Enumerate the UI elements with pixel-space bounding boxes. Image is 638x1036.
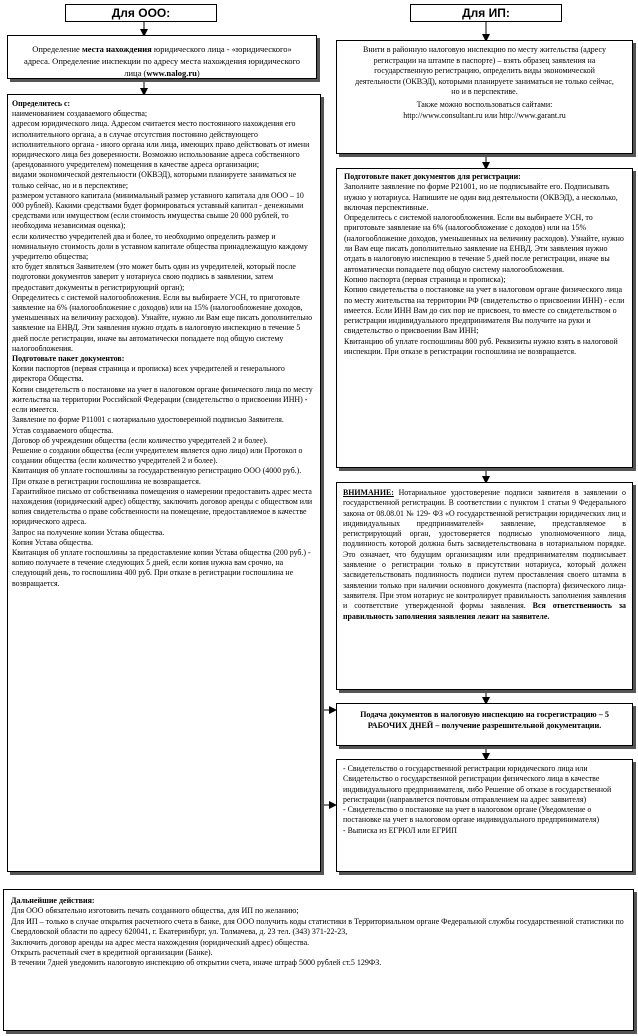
ooo-define-box — [7, 94, 321, 872]
ooo-define-item: кто будет являться Заявителем (это может быть один из учредителей, который после подготовки документов заверит у нотариуса свою подпись в заявлении, затем предоставит документы в регистрирующий орган); — [12, 262, 296, 292]
ooo-define-list — [12, 109, 316, 354]
ip-docs-item: Копию свидетельства о постановке на учет в налоговом органе физического лица по месту жительства на территории РФ (свидетельство о присвоении ИНН) - если имеется. Если ИНН Вам до сих пор не присвоен, то вместе со свидетельством о регистрации индивидуального предпринимателя Вы получите на руки и свидетельство о присвоении Вам ИНН; — [344, 285, 625, 336]
ip-docs-list — [344, 182, 625, 357]
ooo-docs-item: Гарантийное письмо от собственника помещения о намерении предоставить адрес места нахождения (юридический адрес) обществу, заключить договор аренды с обществом или копия свидетельства о праве собственности на помещение, предоставляемое в качестве юридического адреса. — [12, 486, 313, 527]
result-list — [343, 764, 626, 836]
ip-docs-item: Заполните заявление по форме Р21001, но не подписывайте его. Подписывать нужно у нотариуса. Напишите не один вид деятельности (ОКВЭД), а несколько, включая перспективные. — [344, 182, 618, 212]
attention-label: ВНИМАНИЕ: — [343, 488, 394, 497]
ooo-docs-list — [12, 364, 316, 588]
ooo-define-item: Определитесь с системой налогообложения. Если вы выбираете УСН, то приготовьте заявление на 6% (налогообложение с доходов) или на 15% (налогообложение доходов, уменьшенных на величину расходов). Узнайте, нужно ли Вам еще писать дополнительно заявление на ЕНВД. Эти заявления нужно отдать в налоговую инспекцию в течение 5 дней после регистрации, иначе вы автоматически попадаете под общую систему налогообложения. — [12, 292, 313, 353]
result-item: - Свидетельство о постановке на учет в налоговом органе (Уведомление о постановке на учет в налоговом органе индивидуального предпринимателя) — [343, 805, 600, 825]
ooo-docs-item: Квитанция об уплате госпошлины за государственную регистрацию ООО (4000 руб.). При отказе в регистрации госпошлина не возвращается. — [12, 466, 302, 486]
ooo-define-item: наименованием создаваемого общества; — [12, 109, 148, 119]
ooo-docs-item: Запрос на получение копии Устава общества. — [12, 527, 165, 537]
result-item: - Свидетельство о государственной регистрации юридического лица или Свидетельство о государственной регистрации физического лица в качестве индивидуального предпринимателя, либо Решение об отказе в государственной регистрации (направляется почтовым отправлением на адрес заявителя) — [343, 764, 612, 804]
attention-bold: Вся ответственность за правильность заполнения заявления лежит на заявителе. — [343, 601, 626, 621]
ooo-define-title: Определитесь с: — [12, 99, 71, 108]
ooo-docs-item: Копии свидетельств о постановке на учет в налоговом органе физического лица по месту жительства на территории Российской Федерации (свидетельство о присвоении ИНН) - если имеется. — [12, 384, 313, 415]
ip-inspection-text: Внити в районную налоговую инспекцию по месту жительства (адресу регистрации на штампе в паспорте) – взять образец заявления на государственную регистрацию, определить виды экономической деятельности (ОКВЭД), которыми планируете заниматься не только сейчас, но и в перспективе. — [355, 45, 614, 97]
further-item: Открыть расчетный счет в кредитной организации (Банке). — [11, 948, 213, 958]
ooo-define-item: видами экономической деятельности (ОКВЭД), которыми планируете заниматься не только сейчас, но и в перспективе; — [12, 170, 297, 190]
further-title: Дальнейшие действия: — [11, 896, 95, 905]
ooo-docs-item: Устав создаваемого общества. — [12, 425, 114, 435]
ooo-location-text-3: ) — [196, 68, 200, 78]
ooo-location-box — [7, 35, 317, 79]
header-ip-label: Для ИП: — [462, 6, 510, 20]
ooo-location-text-2: юридического лица - «юридического» адреса. Определение инспекции по адресу места нахождения юридического лица ( — [23, 44, 301, 78]
ooo-docs-item: Заявление по форме Р11001 с нотариально удостоверенной подписью Заявителя. — [12, 415, 284, 425]
ip-inspection-links: http://www.consultant.ru или http://www.garant.ru — [403, 110, 566, 120]
ooo-docs-item: Копии паспортов (первая страница и прописка) всех учредителей и генерального директора Общества. — [12, 364, 285, 384]
ooo-docs-title: Подготовьте пакет документов: — [12, 354, 125, 364]
attention-box — [336, 482, 633, 690]
ip-docs-title: Подготовьте пакет документов для регистрации: — [344, 172, 521, 181]
header-ip — [410, 4, 562, 22]
result-item: - Выписка из ЕГРЮЛ или ЕГРИП — [343, 825, 457, 835]
header-ooo — [65, 4, 217, 22]
ooo-location-text-1: Определение — [32, 44, 82, 54]
further-actions-box — [3, 889, 634, 1031]
ooo-docs-item: Квитанция об уплате госпошлины за предоставление копии Устава общества (200 руб.) - копию получаете в течение следующих 5 дней, если копия нужна вам срочно, на следующий день, то госпошлина 400 руб. При отказе в регистрации госпошлина не возвращается. — [12, 547, 311, 588]
header-ooo-label: Для ООО: — [111, 6, 171, 20]
ooo-define-item: размером уставного капитала (минимальный размер уставного капитала для ООО – 10 000 рублей). Какими средствами будет формироваться уставный капитал - денежными средствами или имуществом (если стоимость имущества свыше 20 000 рублей, то необходима независимая оценка); — [12, 190, 304, 231]
ip-inspection-box — [336, 40, 633, 154]
ooo-define-item: адресом юридического лица. Адресом считается место постоянного нахождения его исполнительного органа, а в случае отсутствия постоянно действующего исполнительного органа - иного органа или лица, имеющих право действовать от имени юридического лица без доверенности. Возможно использование адреса собственного (арендованного учредителем) помещения в качестве адреса организации; — [12, 119, 310, 170]
further-item: Для ООО обязательно изготовить печать созданного общества, для ИП по желанию; — [11, 906, 299, 916]
ooo-docs-item: Договор об учреждении общества (если количество учредителей 2 и более). — [12, 435, 268, 445]
submit-text: Подача документов в налоговую инспекцию на госрегистрацию – 5 РАБОЧИХ ДНЕЙ – получение разрешительной документации. — [360, 710, 609, 730]
ip-inspection-sites: Также можно воспользоваться сайтами: — [416, 99, 553, 109]
result-box — [336, 759, 633, 872]
further-item: Заключить договор аренды на адрес места нахождения (юридический адрес) общества. — [11, 937, 310, 947]
attention-text: Нотариальное удостоверение подписи заявителя в заявлении о государственной регистрации. В соответствии с пунктом 1 статьи 9 Федерального закона от 08.08.01 № 129- ФЗ «О государственной регистрации юридических лиц и индивидуальных предпринимателей» заявление, представляемое в регистрирующий орган, удостоверяется подписью уполномоченного лица, подлинность которой должна быть засвидетельствована в нотариальном порядке. Это означает, что будущим организациям или предпринимателям подписывает заявление о регистрации только в присутствии нотариуса, который должен засвидетельствовать подлинность подписи путем проставления своего штампа в заявлении только при наличии основного документа (паспорта) физического лица-заявителя. При этом нотариус не контролирует правильность заполнения заявления и соответствие утвержденной формы заявления. — [343, 488, 626, 611]
ooo-location-bold-1: места нахождения — [81, 44, 152, 54]
ooo-define-item: если количество учредителей два и более, то необходимо определить размер и номинальную стоимость доли в уставном капитале общества принадлежащую каждому учредителю общества; — [12, 231, 308, 262]
ip-docs-box — [336, 168, 633, 468]
ooo-docs-item: Решение о создании общества (если учредителем является одно лицо) или Протокол о создании общества (если количество учредителей 2 и более). — [12, 445, 303, 466]
ip-docs-item: Копию паспорта (первая страница и прописка); — [344, 274, 506, 284]
further-list — [11, 906, 626, 968]
further-item: В течении 7дней уведомить налоговую инспекцию об открытии счета, иначе штраф 5000 рублей ст.5 129ФЗ. — [11, 958, 382, 968]
ip-docs-item: Квитанцию об уплате госпошлины 800 руб. Реквизиты нужно взять в налоговой инспекции. При отказе в регистрации госпошлина не возвращается. — [344, 336, 618, 357]
further-item: Для ИП – только в случае открытия расчетного счета в банке, для ООО получить коды статистики в Территориальном органе Федеральной службы государственной статистики по Свердловской области по адресу 620041, г. Екатеринбург, ул. Толмачева, д. 23 тел. (343) 371-22-23, — [11, 916, 624, 937]
ip-docs-item: Определитесь с системой налогообложения. Если вы выбираете УСН, то приготовьте заявление на 6% (налогообложение с доходов) или на 15% (налогообложение доходов, уменьшенных на величину расходов). Узнайте, нужно ли Вам еще писать дополнительно заявление на ЕНВД. Эти заявления нужно отдать в налоговую инспекцию в течение 5 дней после регистрации, иначе вы автоматически попадаете под общую систему налогообложения. — [344, 213, 624, 274]
ooo-location-link: www.nalog.ru — [146, 68, 197, 78]
submit-box — [336, 703, 633, 746]
ooo-docs-item: Копия Устава общества. — [12, 537, 93, 547]
